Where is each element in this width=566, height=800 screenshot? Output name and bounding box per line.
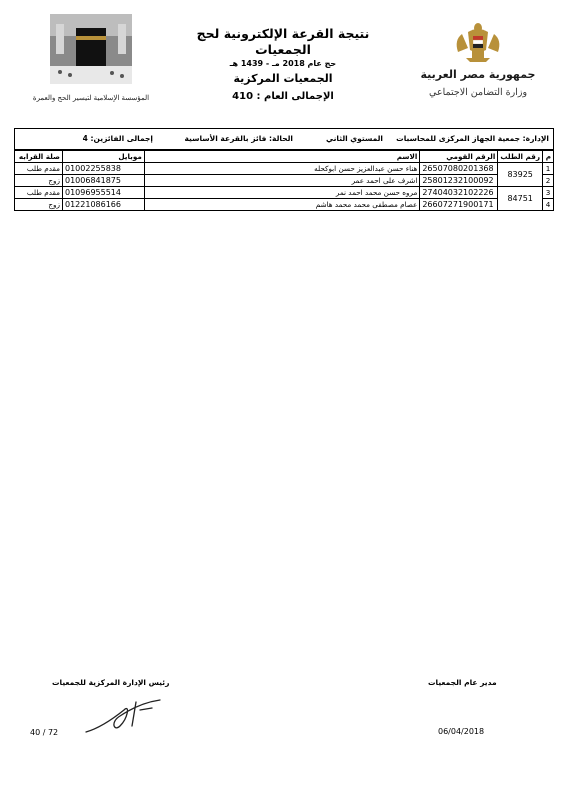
national-id: 27404032102226	[420, 187, 498, 199]
central-admin-signature-title: رئيس الإدارة المركزية للجمعيات	[52, 678, 170, 687]
col-header-index: م	[543, 151, 554, 163]
svg-text:وزارة التضامن الاجتماعي: وزارة التضامن الاجتماعي	[428, 87, 528, 98]
col-header-national-id: الرقم القومي	[420, 151, 498, 163]
row-index: 4	[543, 199, 554, 211]
table-row	[15, 199, 554, 211]
row-index: 1	[543, 163, 554, 175]
relation: زوج	[15, 175, 63, 187]
row-index: 2	[543, 175, 554, 187]
col-header-name: الاسم	[144, 151, 420, 163]
header-title-block	[170, 26, 396, 105]
svg-text:جمهورية مصر العربية: جمهورية مصر العربية	[420, 68, 536, 81]
mobile-number: 01096955514	[63, 187, 145, 199]
table-row	[15, 187, 554, 199]
request-number: 83925	[498, 163, 543, 187]
info-bar	[14, 128, 554, 150]
person-name: عصام مصطفى محمد محمد هاشم	[144, 199, 420, 211]
table-row	[15, 175, 554, 187]
relation: زوج	[15, 199, 63, 211]
col-header-request-no: رقم الطلب	[498, 151, 543, 163]
general-manager-signature-title: مدير عام الجمعيات	[428, 678, 497, 687]
level-label: المستوي الثاني	[326, 134, 383, 143]
admin-label: الإدارة: جمعية الجهاز المركزى للمحاسبات	[396, 134, 549, 143]
status-label: الحالة: فائز بالقرعة الأساسية	[184, 134, 293, 143]
national-id: 26507080201368	[420, 163, 498, 175]
grand-total: الإجمالى العام : 410	[232, 91, 334, 102]
person-name: هناء حسن عبدالعزيز حسن ابوكحله	[144, 163, 420, 175]
svg-text:المؤسسة الإسلامية لتيسير الحج: المؤسسة الإسلامية لتيسير الحج والعمرة	[32, 94, 150, 102]
mobile-number: 01002255838	[63, 163, 145, 175]
relation: مقدم طلب	[15, 163, 63, 175]
person-name: مروه حسن محمد احمد نمر	[144, 187, 420, 199]
col-header-mobile: موبايل	[63, 151, 145, 163]
mobile-number: 01006841875	[63, 175, 145, 187]
page-title: نتيجة القرعة الإلكترونية لحج الجمعيات	[196, 26, 370, 57]
national-id: 26607271900171	[420, 199, 498, 211]
page-number: 40 / 72	[30, 728, 59, 737]
mobile-number: 01221086166	[63, 199, 145, 211]
person-name: اشرف على احمد عمر	[144, 175, 420, 187]
kaaba-logo	[32, 14, 150, 106]
association-type: الجمعيات المركزية	[233, 72, 333, 85]
relation: مقدم طلب	[15, 187, 63, 199]
hajj-year: حج عام 2018 مـ - 1439 هـ	[229, 59, 337, 68]
egypt-eagle-logo	[420, 20, 536, 102]
print-date: 06/04/2018	[438, 727, 485, 736]
results-table	[14, 150, 554, 211]
national-id: 25801232100092	[420, 175, 498, 187]
winners-total-label: إجمالى الفائزين: 4	[82, 134, 153, 143]
row-index: 3	[543, 187, 554, 199]
table-row	[15, 163, 554, 175]
request-number: 84751	[498, 187, 543, 211]
table-header-row	[15, 151, 554, 163]
handwritten-signature	[80, 688, 170, 738]
col-header-relation: صلة القرابه	[15, 151, 63, 163]
